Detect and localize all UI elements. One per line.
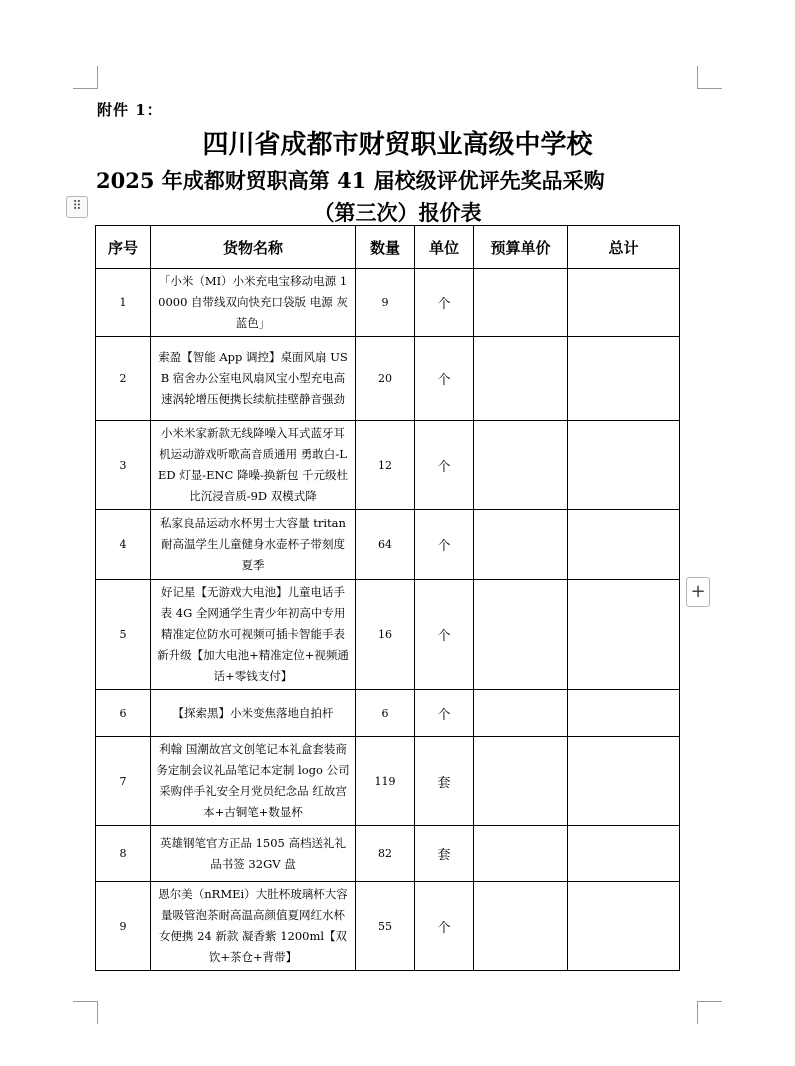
- cell-name[interactable]: 好记星【无游戏大电池】儿童电话手表 4G 全网通学生青少年初高中专用精准定位防水可视频可插卡智能手表 新升级【加大电池+精准定位+视频通话+零钱支付】: [151, 580, 356, 690]
- quote-table: [95, 225, 680, 971]
- cell-qty[interactable]: 6: [356, 690, 415, 737]
- cell-price[interactable]: [474, 580, 568, 690]
- crop-mark-bottom-left: [73, 1001, 98, 1024]
- table-row: [96, 337, 680, 421]
- cell-price[interactable]: [474, 690, 568, 737]
- col-header-total: 总计: [568, 226, 680, 269]
- cell-unit[interactable]: 个: [415, 337, 474, 421]
- document-title-line2: 2025 年成都财贸职高第 41 届校级评优评先奖品采购: [96, 168, 605, 193]
- cell-qty[interactable]: 82: [356, 826, 415, 882]
- col-header-unit: 单位: [415, 226, 474, 269]
- attachment-label: 附件 1：: [97, 101, 163, 119]
- cell-no: 8: [96, 826, 151, 882]
- cell-unit[interactable]: 个: [415, 882, 474, 971]
- col-header-no: 序号: [96, 226, 151, 269]
- cell-qty[interactable]: 9: [356, 269, 415, 337]
- cell-qty[interactable]: 20: [356, 337, 415, 421]
- cell-total[interactable]: [568, 421, 680, 510]
- table-move-handle-icon[interactable]: ⠿: [66, 196, 88, 218]
- cell-total[interactable]: [568, 580, 680, 690]
- document-title-line3: （第三次）报价表: [313, 200, 482, 225]
- cell-unit[interactable]: 套: [415, 826, 474, 882]
- cell-unit[interactable]: 个: [415, 421, 474, 510]
- table-row: [96, 826, 680, 882]
- cell-total[interactable]: [568, 882, 680, 971]
- crop-mark-top-right: [697, 66, 722, 89]
- cell-unit[interactable]: 套: [415, 737, 474, 826]
- table-header-row: [96, 226, 680, 269]
- cell-no: 2: [96, 337, 151, 421]
- table-row: [96, 510, 680, 580]
- table-row: [96, 882, 680, 971]
- table-row: [96, 580, 680, 690]
- cell-qty[interactable]: 16: [356, 580, 415, 690]
- cell-total[interactable]: [568, 269, 680, 337]
- table-row: [96, 690, 680, 737]
- cell-name[interactable]: 索盈【智能 App 调控】桌面风扇 USB 宿舍办公室电风扇风宝小型充电高速涡轮增压便携长续航挂壁静音强劲: [151, 337, 356, 421]
- cell-name[interactable]: 「小米（MI）小米充电宝移动电源 10000 自带线双向快充口袋版 电源 灰蓝色」: [151, 269, 356, 337]
- cell-no: 7: [96, 737, 151, 826]
- crop-mark-top-left: [73, 66, 98, 89]
- col-header-name: 货物名称: [151, 226, 356, 269]
- crop-mark-bottom-right: [697, 1001, 722, 1024]
- cell-unit[interactable]: 个: [415, 510, 474, 580]
- cell-no: 3: [96, 421, 151, 510]
- cell-no: 4: [96, 510, 151, 580]
- col-header-price: 预算单价: [474, 226, 568, 269]
- cell-qty[interactable]: 55: [356, 882, 415, 971]
- table-row: [96, 269, 680, 337]
- cell-total[interactable]: [568, 510, 680, 580]
- cell-total[interactable]: [568, 690, 680, 737]
- cell-no: 6: [96, 690, 151, 737]
- cell-no: 9: [96, 882, 151, 971]
- cell-total[interactable]: [568, 826, 680, 882]
- col-header-qty: 数量: [356, 226, 415, 269]
- cell-qty[interactable]: 64: [356, 510, 415, 580]
- cell-no: 5: [96, 580, 151, 690]
- cell-price[interactable]: [474, 826, 568, 882]
- cell-qty[interactable]: 12: [356, 421, 415, 510]
- cell-price[interactable]: [474, 510, 568, 580]
- cell-name[interactable]: 小米米家新款无线降噪入耳式蓝牙耳机运动游戏听歌高音质通用 勇敢白-LED 灯显-ENC 降噪-换新包 千元级杜比沉浸音质-9D 双模式降: [151, 421, 356, 510]
- cell-name[interactable]: 私家良品运动水杯男士大容量 tritan 耐高温学生儿童健身水壶杯子带刻度夏季: [151, 510, 356, 580]
- cell-unit[interactable]: 个: [415, 580, 474, 690]
- cell-unit[interactable]: 个: [415, 269, 474, 337]
- cell-name[interactable]: 【探索黑】小米变焦落地自拍杆: [151, 690, 356, 737]
- cell-unit[interactable]: 个: [415, 690, 474, 737]
- cell-name[interactable]: 恩尔美（nRMEi）大肚杯玻璃杯大容量吸管泡茶耐高温高颜值夏网红水杯女便携 24 新款 凝香紫 1200ml【双饮+茶仓+背带】: [151, 882, 356, 971]
- cell-total[interactable]: [568, 737, 680, 826]
- cell-no: 1: [96, 269, 151, 337]
- cell-price[interactable]: [474, 421, 568, 510]
- cell-price[interactable]: [474, 269, 568, 337]
- cell-total[interactable]: [568, 337, 680, 421]
- school-title: 四川省成都市财贸职业高级中学校: [202, 130, 593, 160]
- add-row-button[interactable]: +: [686, 577, 710, 607]
- table-row: [96, 737, 680, 826]
- cell-price[interactable]: [474, 337, 568, 421]
- cell-name[interactable]: 英雄钢笔官方正品 1505 高档送礼礼品书签 32GV 盘: [151, 826, 356, 882]
- table-row: [96, 421, 680, 510]
- cell-price[interactable]: [474, 882, 568, 971]
- cell-price[interactable]: [474, 737, 568, 826]
- cell-qty[interactable]: 119: [356, 737, 415, 826]
- cell-name[interactable]: 利翰 国潮故宫文创笔记本礼盒套装商务定制会议礼品笔记本定制 logo 公司采购伴手礼安全月党员纪念品 红故宫本+古铜笔+数显杯: [151, 737, 356, 826]
